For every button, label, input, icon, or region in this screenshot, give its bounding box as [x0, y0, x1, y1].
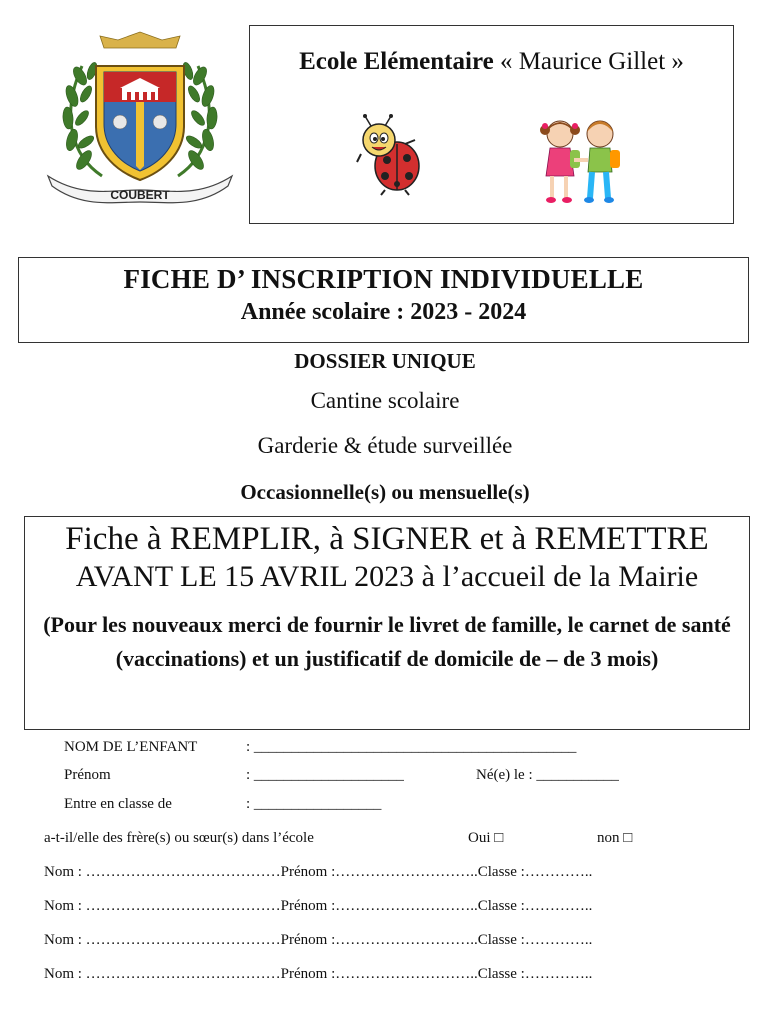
school-header-box: [249, 25, 734, 224]
siblings-yes-checkbox[interactable]: Oui □: [468, 830, 504, 846]
sibling-row[interactable]: Nom : …………………………………Prénom :………………………..Classe :…………..: [44, 932, 593, 948]
instruction-note: (Pour les nouveaux merci de fournir le livret de famille, le carnet de santé (vaccinations) et un justificatif de domicile de – de 3 mois): [43, 612, 731, 671]
first-name-field[interactable]: : ____________________: [246, 767, 404, 783]
instructions-box: [24, 516, 750, 730]
birth-date-field[interactable]: Né(e) le : ___________: [476, 767, 619, 783]
page-title: FICHE D’ INSCRIPTION INDIVIDUELLE: [123, 264, 644, 294]
first-name-label: Prénom: [64, 767, 111, 783]
ladybug-illustration: [355, 114, 427, 196]
sibling-row[interactable]: Nom : …………………………………Prénom :………………………..Classe :…………..: [44, 966, 593, 982]
siblings-question: a-t-il/elle des frère(s) ou sœur(s) dans l’école: [44, 830, 314, 846]
coubert-crest-logo: [42, 26, 238, 208]
school-year: Année scolaire : 2023 - 2024: [240, 299, 527, 325]
instruction-line-1: Fiche à REMPLIR, à SIGNER et à REMETTRE: [65, 521, 709, 557]
crest-ribbon-text: COUBERT: [110, 188, 170, 202]
dossier-heading: DOSSIER UNIQUE: [294, 349, 476, 373]
instruction-deadline: AVANT LE 15 AVRIL 2023 à l’accueil de la Mairie: [75, 560, 699, 593]
service-garderie: Garderie & étude surveillée: [257, 433, 513, 458]
child-name-field[interactable]: : ___________________________________________: [246, 739, 577, 755]
sibling-row[interactable]: Nom : …………………………………Prénom :………………………..Classe :…………..: [44, 864, 593, 880]
siblings-no-checkbox[interactable]: non □: [597, 830, 633, 846]
service-frequency: Occasionnelle(s) ou mensuelle(s): [240, 480, 530, 504]
children-illustration: [530, 114, 630, 210]
service-cantine: Cantine scolaire: [310, 388, 460, 413]
class-label: Entre en classe de: [64, 796, 172, 812]
child-name-label: NOM DE L’ENFANT: [64, 739, 198, 755]
class-field[interactable]: : _________________: [246, 796, 382, 812]
sibling-row[interactable]: Nom : …………………………………Prénom :………………………..Classe :…………..: [44, 898, 593, 914]
form-title-box: [18, 257, 749, 343]
school-name: Ecole Elémentaire « Maurice Gillet »: [299, 48, 684, 75]
